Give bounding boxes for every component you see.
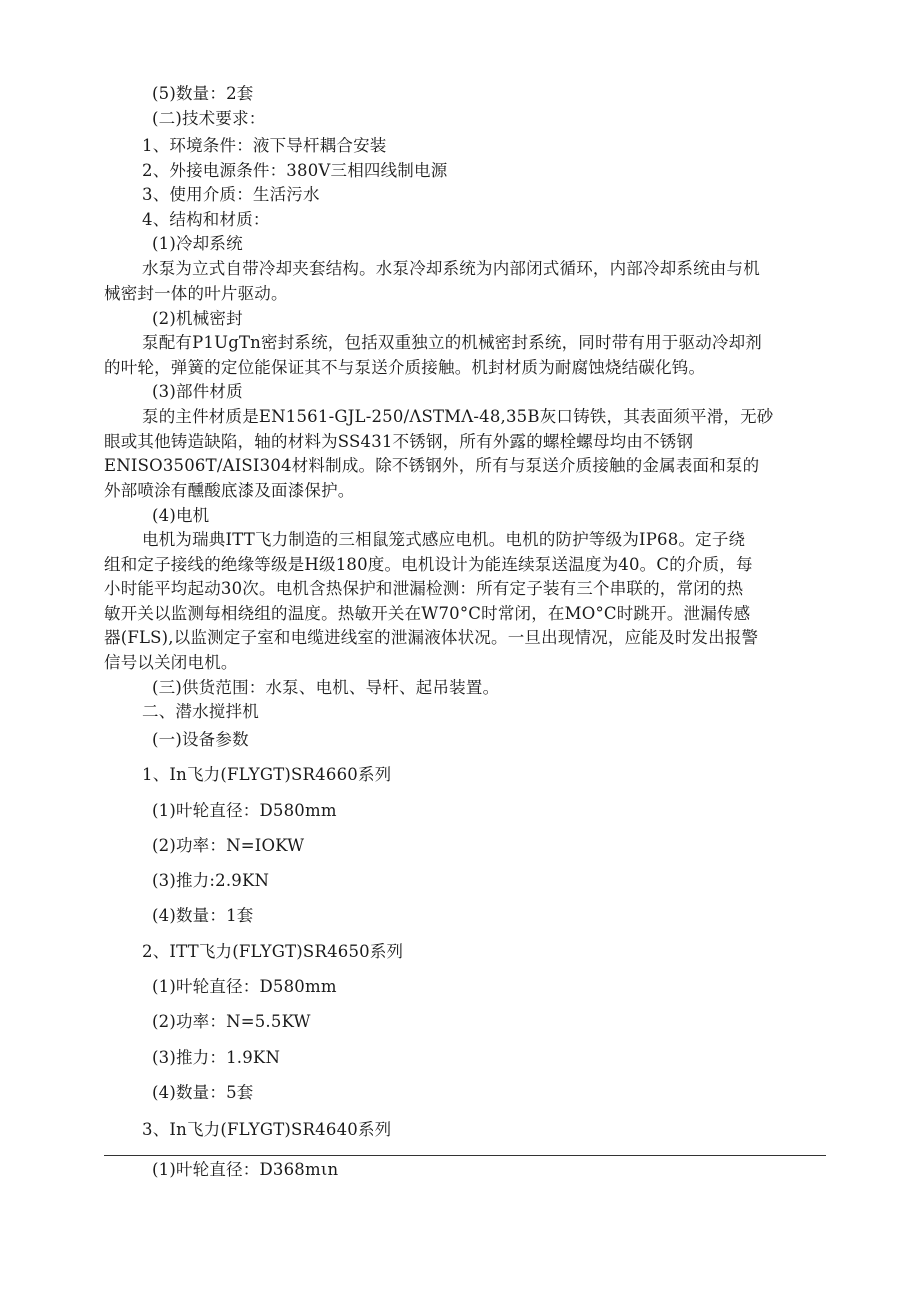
spec-line: (1)叶轮直径：D580mm <box>152 801 337 820</box>
page-divider <box>104 1155 826 1156</box>
paragraph-line: 械密封一体的叶片驱动。 <box>104 284 288 303</box>
subsection-heading: (2)机械密封 <box>152 309 243 328</box>
paragraph-line: 小时能平均起动30次。电机含热保护和泄漏检测：所有定子装有三个串联的，常闭的热 <box>104 579 744 598</box>
paragraph-line: 泵的主件材质是EN1561-GJL-250/ΛSTMΛ-48,35B灰口铸铁，其表面须平滑，无砂 <box>142 407 774 426</box>
paragraph-line: 的叶轮，弹簧的定位能保证其不与泵送介质接触。机封材质为耐腐蚀烧结碳化钨。 <box>104 358 706 377</box>
text-line: 3、使用介质：生活污水 <box>142 185 320 204</box>
paragraph-line: 泵配有P1UgTn密封系统，包括双重独立的机械密封系统，同时带有用于驱动冷却剂 <box>142 333 762 352</box>
paragraph-line: 敏开关以监测每相绕组的温度。热敏开关在W70°C时常闭，在MO°C时跳开。泄漏传感 <box>104 604 751 623</box>
paragraph-line: 信号以关闭电机。 <box>104 653 238 672</box>
paragraph-line: 电机为瑞典ITT飞力制造的三相鼠笼式感应电机。电机的防护等级为IP68。定子绕 <box>142 530 746 549</box>
subsection-heading: (1)冷却系统 <box>152 234 243 253</box>
paragraph-line: 器(FLS),以监测定子室和电缆进线室的泄漏液体状况。一旦出现情况，应能及时发出报警 <box>104 628 759 647</box>
text-line: (5)数量：2套 <box>152 84 254 103</box>
spec-line: (4)数量：1套 <box>152 906 254 925</box>
spec-line: (3)推力：1.9KN <box>152 1048 281 1067</box>
spec-line: (1)叶轮直径：D368mιn <box>152 1160 339 1179</box>
chapter-heading: 二、潜水搅拌机 <box>142 702 259 721</box>
paragraph-line: 组和定子接线的绝缘等级是H级180度。电机设计为能连续泵送温度为40。C的介质，每 <box>104 555 753 574</box>
item-heading: 2、ITT飞力(FLYGT)SR4650系列 <box>142 942 404 961</box>
text-line: 4、结构和材质： <box>142 210 270 229</box>
section-heading: (三)供货范围：水泵、电机、导杆、起吊装置。 <box>152 678 500 697</box>
paragraph-line: 水泵为立式自带冷却夹套结构。水泵冷却系统为内部闭式循环，内部冷却系统由与机 <box>142 259 760 278</box>
text-line: 1、环境条件：液下导杆耦合安装 <box>142 136 387 155</box>
spec-line: (3)推力:2.9KN <box>152 871 270 890</box>
subsection-heading: (3)部件材质 <box>152 382 243 401</box>
section-heading: (一)设备参数 <box>152 730 249 749</box>
spec-line: (4)数量：5套 <box>152 1083 254 1102</box>
spec-line: (2)功率：N=IOKW <box>152 836 305 855</box>
item-heading: 3、In飞力(FLYGT)SR4640系列 <box>142 1120 392 1139</box>
paragraph-line: 眼或其他铸造缺陷，轴的材料为SS431不锈钢，所有外露的螺栓螺母均由不锈钢 <box>104 432 694 451</box>
item-heading: 1、In飞力(FLYGT)SR4660系列 <box>142 765 392 784</box>
spec-line: (1)叶轮直径：D580mm <box>152 977 337 996</box>
subsection-heading: (4)电机 <box>152 506 210 525</box>
paragraph-line: 外部喷涂有醺酸底漆及面漆保护。 <box>104 481 355 500</box>
section-heading: (二)技术要求： <box>152 109 266 128</box>
spec-line: (2)功率：N=5.5KW <box>152 1012 311 1031</box>
paragraph-line: ENISO3506T/AISI304材料制成。除不锈钢外，所有与泵送介质接触的金属表面和泵的 <box>104 456 760 475</box>
text-line: 2、外接电源条件：380V三相四线制电源 <box>142 161 448 180</box>
